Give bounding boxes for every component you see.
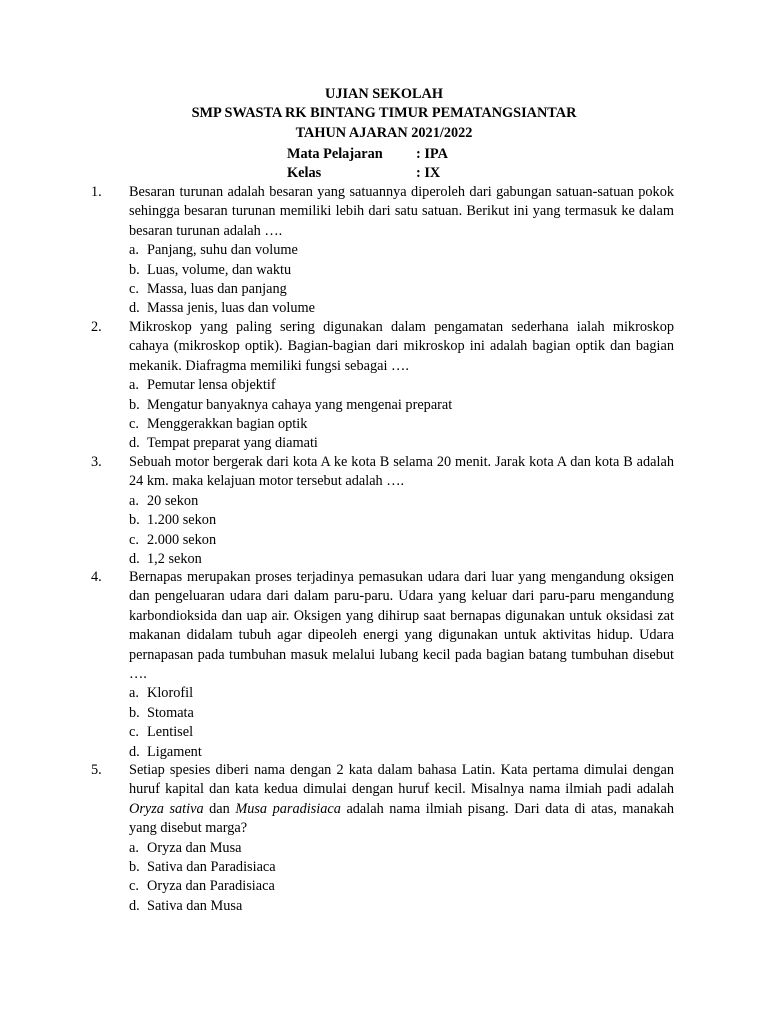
option-d (129, 743, 674, 762)
option-text: 1,2 sekon (147, 550, 202, 567)
option-letter: c. (129, 878, 139, 895)
option-letter: b. (129, 859, 140, 876)
question-number: 3. (91, 454, 102, 470)
option-c (129, 877, 674, 896)
option-b (129, 704, 674, 723)
scientific-name-banana: Musa paradisiaca (235, 800, 341, 817)
option-text: Sativa dan Musa (147, 897, 243, 914)
class-value: : IX (416, 165, 441, 181)
scientific-name-rice: Oryza sativa (129, 800, 204, 817)
option-text: Lentisel (147, 724, 194, 741)
option-letter: d. (129, 435, 140, 452)
option-letter: d. (129, 897, 140, 914)
option-letter: b. (129, 512, 140, 529)
option-a (129, 241, 674, 260)
exam-header (0, 85, 768, 143)
option-letter: d. (129, 300, 140, 317)
option-letter: a. (129, 377, 139, 394)
option-c (129, 280, 674, 299)
question-4 (91, 568, 674, 762)
question-1 (91, 183, 674, 319)
academic-year: TAHUN AJARAN 2021/2022 (295, 124, 473, 141)
option-letter: d. (129, 743, 140, 760)
option-c (129, 415, 674, 434)
option-letter: c. (129, 724, 139, 741)
option-d (129, 299, 674, 318)
option-text: Sativa dan Paradisiaca (147, 859, 276, 876)
question-number: 2. (91, 319, 102, 335)
question-text: Besaran turunan adalah besaran yang satuannya diperoleh dari gabungan satuan-satuan pokok sehingga besaran turunan memiliki lebih dari satu satuan. Berikut ini yang termasuk ke dalam besaran turunan adalah …. (129, 184, 674, 239)
question-number: 5. (91, 762, 102, 778)
exam-title: UJIAN SEKOLAH (325, 86, 443, 102)
question-5 (91, 761, 674, 916)
option-c (129, 531, 674, 550)
option-d (129, 434, 674, 453)
option-text: Panjang, suhu dan volume (147, 242, 298, 259)
option-c (129, 723, 674, 742)
option-text: Menggerakkan bagian optik (147, 416, 308, 432)
question-2 (91, 318, 674, 454)
option-text: Luas, volume, dan waktu (147, 261, 292, 278)
option-d (129, 550, 674, 569)
class-label: Kelas (287, 165, 322, 181)
option-letter: c. (129, 416, 139, 432)
school-name: SMP SWASTA RK BINTANG TIMUR PEMATANGSIANTAR (191, 105, 577, 122)
question-text: Mikroskop yang paling sering digunakan dalam pengamatan sederhana ialah mikroskop cahaya (mikroskop optik). Bagian-bagian dari mikroskop ini adalah bagian optik dan bagian mekanik. Diafragma memiliki fungsi sebagai …. (129, 319, 674, 374)
option-b (129, 396, 674, 415)
option-letter: b. (129, 396, 140, 413)
question-text: Bernapas merupakan proses terjadinya pemasukan udara dari luar yang mengandung oksigen dan pengeluaran udara dari dalam paru-paru. Udara yang keluar dari paru-paru mengandung karbondioksida dan uap air. Oksigen yang dihirup saat bernapas digunakan untuk oksidasi zat makanan didalam tubuh agar dipeoleh energi yang digunakan untuk aktivitas hidup. Udara pernapasan pada tumbuhan masuk melalui lubang kecil pada bagian batang tumbuhan disebut …. (129, 569, 674, 683)
option-text: 20 sekon (147, 492, 199, 509)
option-text: Stomata (147, 704, 194, 721)
option-a (129, 684, 674, 703)
option-letter: a. (129, 242, 139, 259)
option-b (129, 261, 674, 280)
option-letter: b. (129, 704, 140, 721)
text-part: dan (203, 800, 236, 817)
option-text: Tempat preparat yang diamati (147, 435, 318, 452)
option-b (129, 858, 674, 877)
option-letter: b. (129, 261, 140, 278)
option-b (129, 511, 674, 530)
option-d (129, 897, 674, 916)
option-text: Pemutar lensa objektif (147, 377, 276, 394)
class-row (287, 164, 440, 183)
question-number: 4. (91, 569, 102, 585)
text-part: Setiap spesies diberi nama dengan 2 kata dalam bahasa Latin. Kata pertama dimulai dengan huruf kapital dan kata kedua dimulai dengan huruf kecil. Misalnya nama ilmiah padi adalah (129, 762, 674, 798)
option-text: 2.000 sekon (147, 531, 217, 548)
option-letter: d. (129, 550, 140, 567)
option-letter: a. (129, 839, 139, 856)
option-letter: a. (129, 492, 139, 509)
subject-label: Mata Pelajaran (287, 146, 383, 162)
option-letter: a. (129, 685, 139, 702)
option-a (129, 839, 674, 858)
option-text: Massa, luas dan panjang (147, 281, 287, 297)
option-letter: c. (129, 531, 139, 548)
option-text: Ligament (147, 743, 202, 760)
option-text: 1.200 sekon (147, 512, 217, 529)
option-text: Oryza dan Musa (147, 839, 242, 856)
question-text (129, 761, 674, 839)
option-a (129, 376, 674, 395)
subject-value: : IPA (416, 146, 448, 162)
option-letter: c. (129, 281, 139, 297)
question-3 (91, 453, 674, 569)
option-a (129, 492, 674, 511)
option-text: Oryza dan Paradisiaca (147, 878, 275, 895)
option-text: Mengatur banyaknya cahaya yang mengenai preparat (147, 396, 453, 413)
text-part: adalah nama ilmiah pisang. Dari data di atas, manakah yang disebut marga? (129, 800, 675, 837)
option-text: Massa jenis, luas dan volume (147, 300, 315, 317)
question-text: Sebuah motor bergerak dari kota A ke kota B selama 20 menit. Jarak kota A dan kota B adalah 24 km. maka kelajuan motor tersebut adalah …. (129, 454, 674, 490)
option-text: Klorofil (147, 685, 194, 702)
subject-row (287, 145, 448, 164)
question-number: 1. (91, 184, 102, 200)
